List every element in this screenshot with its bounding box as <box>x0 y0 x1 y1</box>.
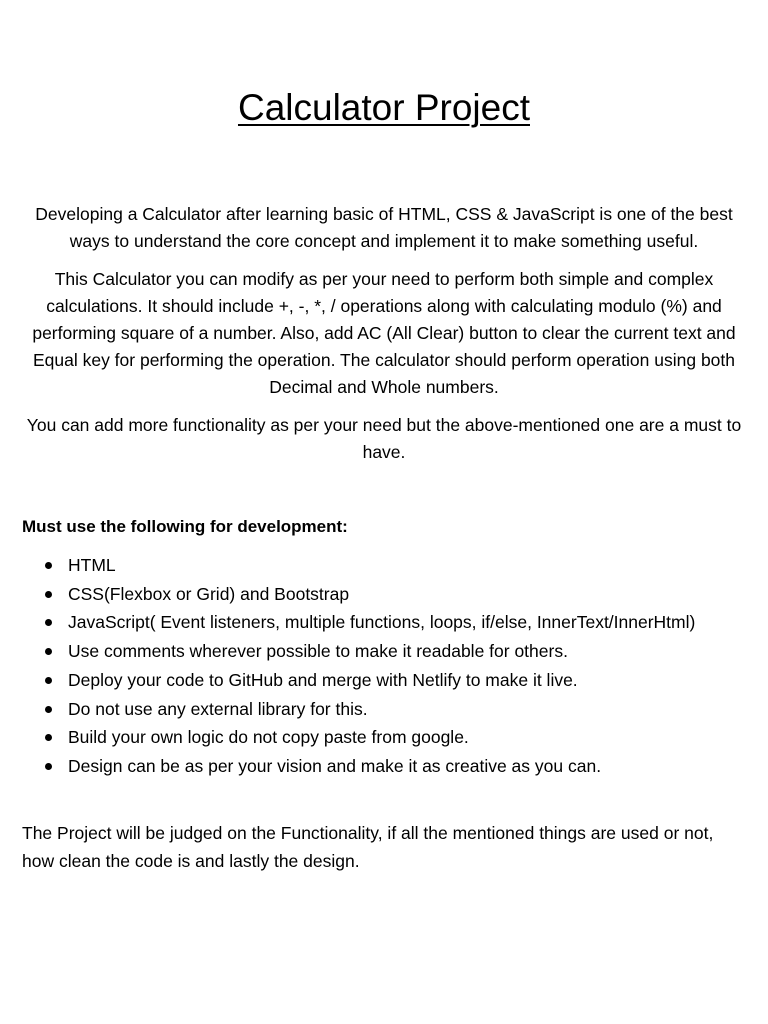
bullet-icon <box>45 763 52 770</box>
list-item <box>22 723 752 752</box>
list-item <box>22 551 752 580</box>
intro-paragraph: Developing a Calculator after learning basic of HTML, CSS & JavaScript is one of the best ways to understand the core concept and implement it to make something useful. <box>35 204 733 251</box>
bullet-icon <box>45 706 52 713</box>
intro-paragraph: This Calculator you can modify as per your need to perform both simple and complex calculations. It should include +, -, *, / operations along with calculating modulo (%) and performing square of a number. Also, add AC (All Clear) button to clear the current text and Equal key for performing the operation. The calculator should perform operation using both Decimal and Whole numbers. <box>32 269 736 397</box>
list-item <box>22 666 752 695</box>
list-item-text: Use comments wherever possible to make it readable for others. <box>68 641 568 662</box>
intro-section <box>22 201 746 477</box>
list-item-text: Design can be as per your vision and make it as creative as you can. <box>68 755 602 776</box>
closing-paragraph: The Project will be judged on the Functionality, if all the mentioned things are used or not, how clean the code is and lastly the design. <box>22 823 714 871</box>
list-item-text: JavaScript( Event listeners, multiple functions, loops, if/else, InnerText/InnerHtml) <box>68 612 696 633</box>
list-item-text: Deploy your code to GitHub and merge with Netlify to make it live. <box>68 669 578 690</box>
list-item <box>22 637 752 666</box>
requirements-list <box>22 551 752 781</box>
intro-paragraph: You can add more functionality as per your need but the above-mentioned one are a must to have. <box>26 415 742 462</box>
bullet-icon <box>45 591 52 598</box>
bullet-icon <box>45 734 52 741</box>
list-item <box>22 608 752 637</box>
list-item-text: Do not use any external library for this. <box>68 698 368 719</box>
list-item-text: Build your own logic do not copy paste from google. <box>68 727 469 748</box>
page-title: Calculator Project <box>237 87 530 128</box>
requirements-heading: Must use the following for development: <box>22 517 348 536</box>
bullet-icon <box>45 619 52 626</box>
bullet-icon <box>45 648 52 655</box>
list-item <box>22 752 752 781</box>
list-item-text: HTML <box>68 555 116 575</box>
bullet-icon <box>45 677 52 684</box>
bullet-icon <box>45 562 52 569</box>
list-item <box>22 580 752 609</box>
list-item <box>22 695 752 724</box>
list-item-text: CSS(Flexbox or Grid) and Bootstrap <box>68 583 350 604</box>
